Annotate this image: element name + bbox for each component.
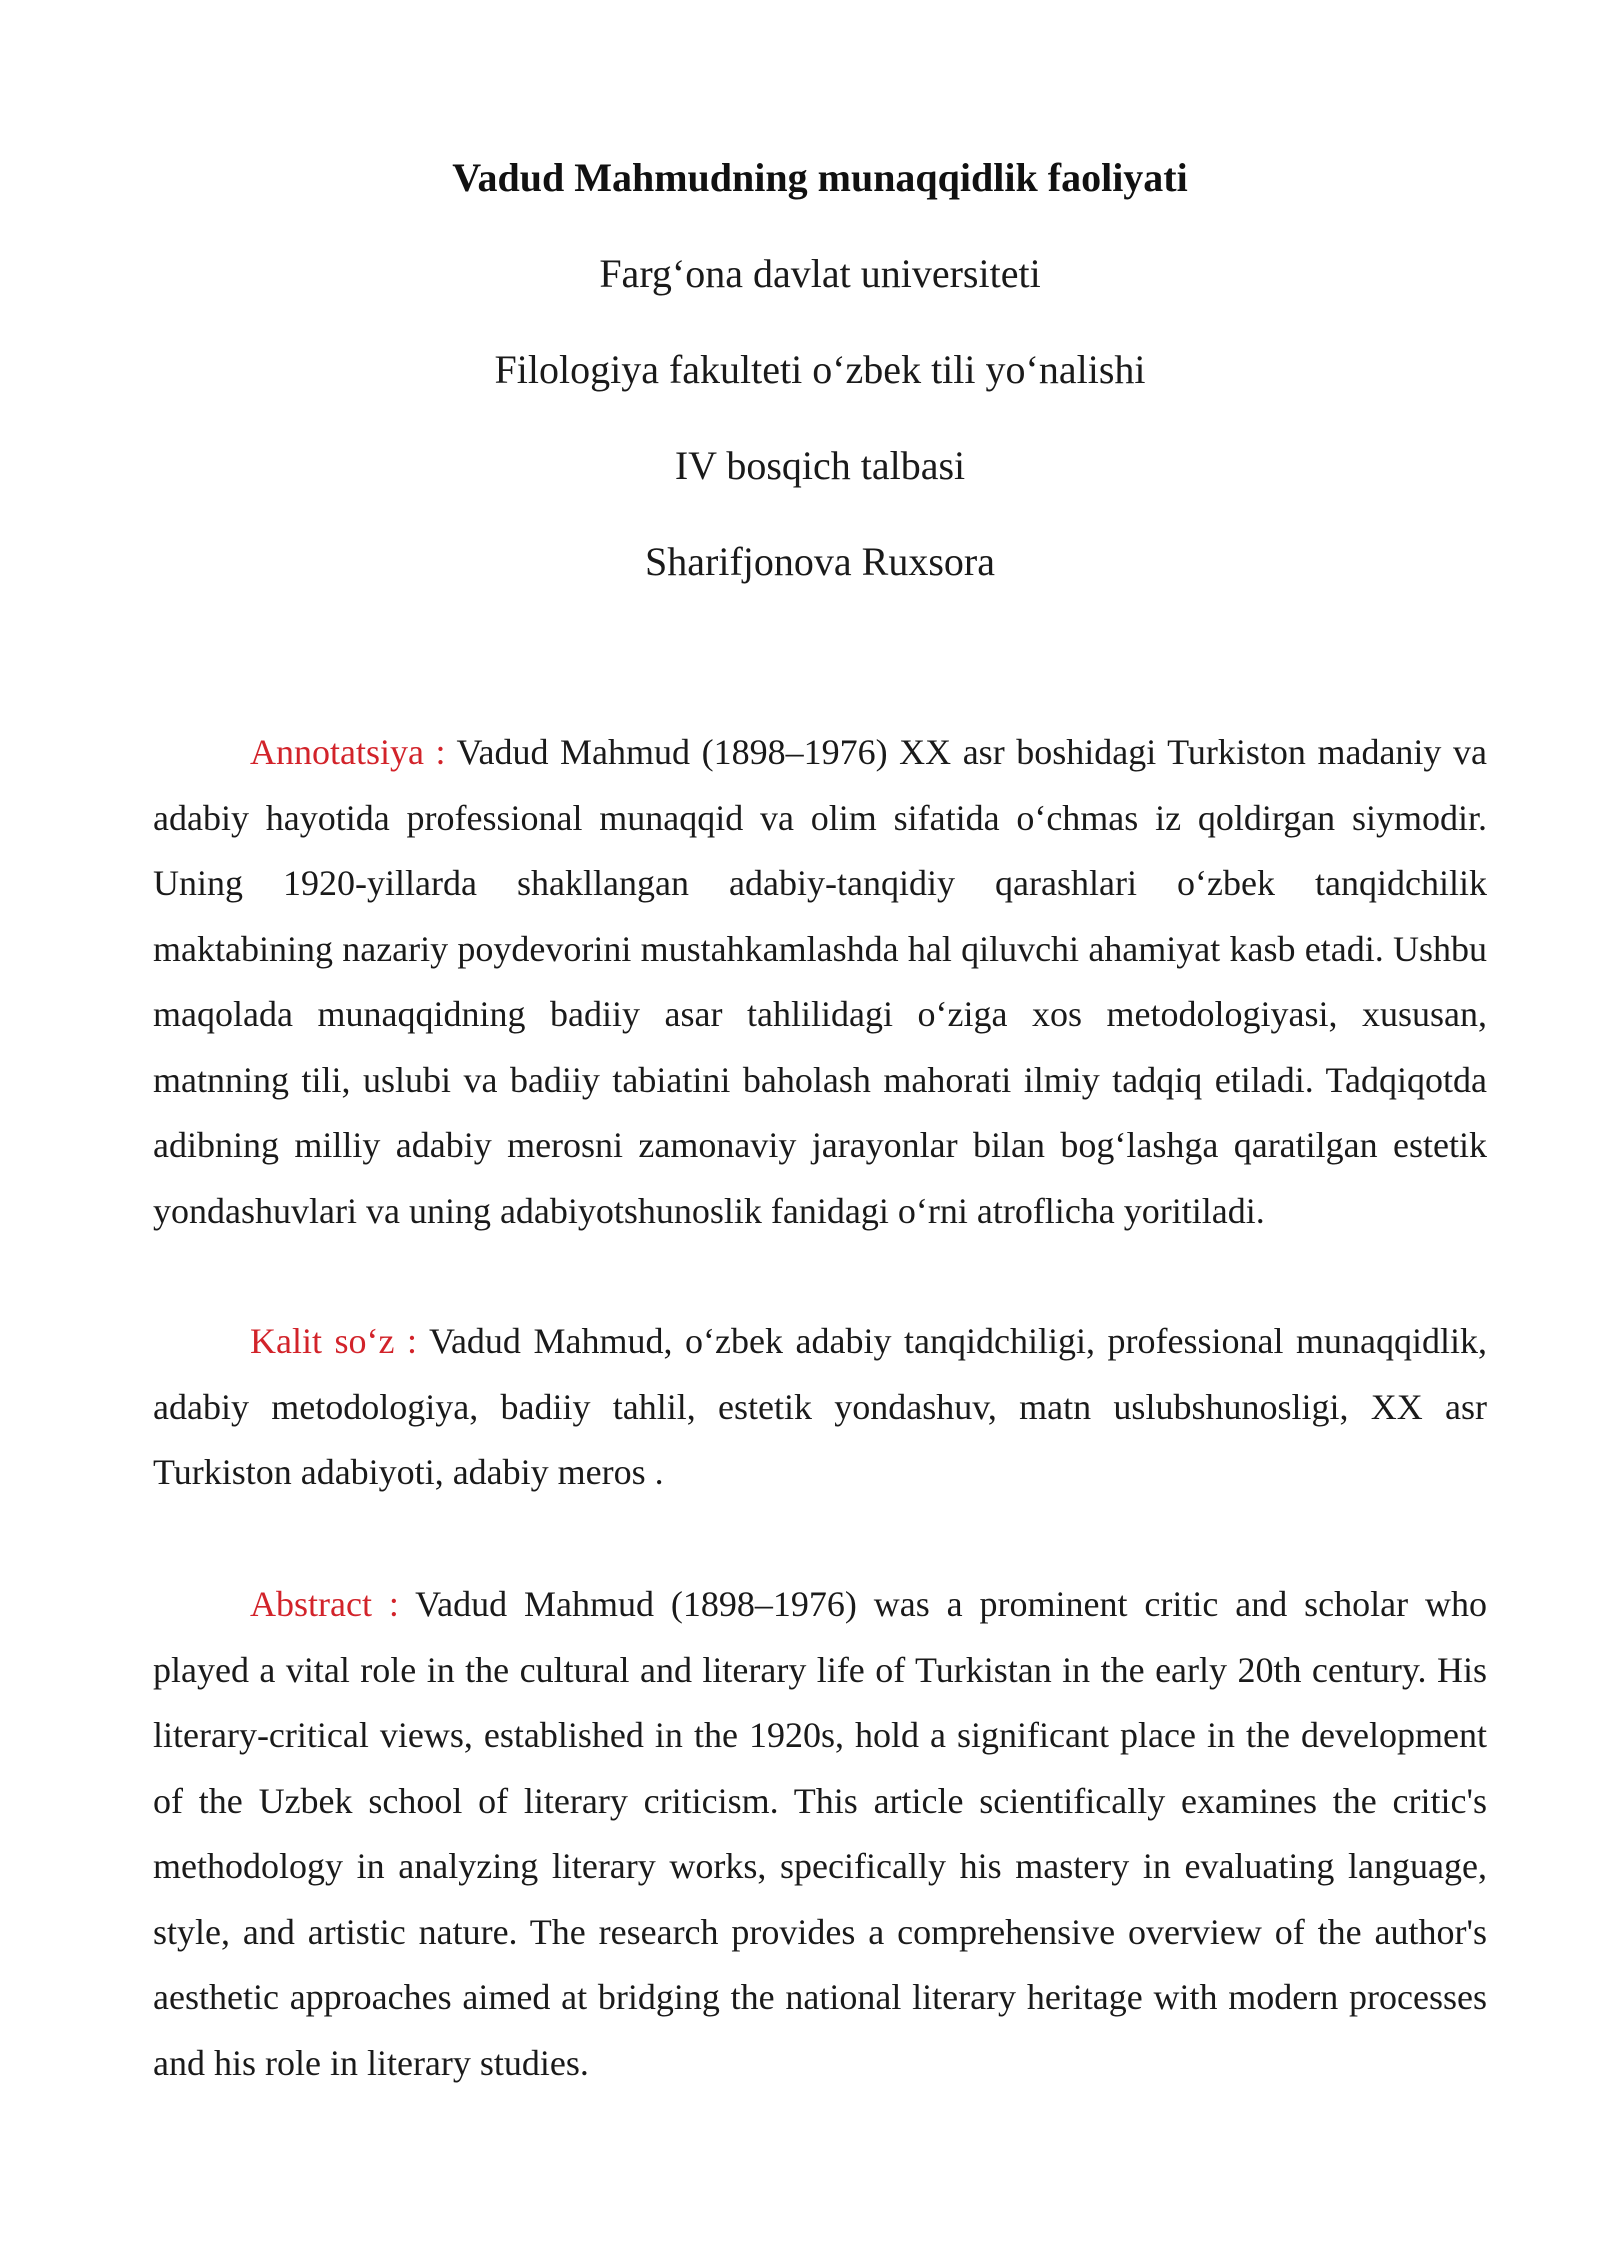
abstract-text: Vadud Mahmud (1898–1976) was a prominent critic and scholar who played a vital role in the cultural and literary life of Turkistan in the early 20th century. His literary-critical views, established in the 1920s, hold a significant place in the development of the Uzbek school of literary criticism. This article scientifically examines the critic's methodology in analyzing literary works, specifically his mastery in evaluating language, style, and artistic nature. The research provides a comprehensive overview of the author's aesthetic approaches aimed at bridging the national literary heritage with modern processes and his role in literary studies. bbox=[153, 1584, 1488, 2083]
annotation-text: Vadud Mahmud (1898–1976) XX asr boshidagi Turkiston madaniy va adabiy hayotida professional munaqqid va olim sifatida o‘chmas iz qoldirgan siymodir. Uning 1920-yillarda shakllangan adabiy-tanqidiy qarashlari o‘zbek tanqidchilik maktabining nazariy poydevorini mustahkamlashda hal qiluvchi ahamiyat kasb etadi. Ushbu maqolada munaqqidning badiiy asar tahlilidagi o‘ziga xos metodologiyasi, xususan, matnning tili, uslubi va badiiy tabiatini baholash mahorati ilmiy tadqiq etiladi. Tadqiqotda adibning milliy adabiy merosni zamonaviy jarayonlar bilan bog‘lashga qaratilgan estetik yondashuvlari va uning adabiyotshunoslik fanidagi o‘rni atroflicha yoritiladi. bbox=[153, 732, 1487, 1231]
keywords-text: Vadud Mahmud, o‘zbek adabiy tanqidchiligi, professional munaqqidlik, adabiy metodologiya, badiiy tahlil, estetik yondashuv, matn uslubshunosligi, XX asr Turkiston adabiyoti, adabiy meros . bbox=[153, 1321, 1487, 1492]
abstract-paragraph bbox=[153, 1572, 1487, 2096]
annotation-section bbox=[153, 720, 1487, 1244]
abstract-section bbox=[153, 1572, 1487, 2096]
author-name: Sharifjonova Ruxsora bbox=[645, 539, 995, 584]
annotation-paragraph bbox=[153, 720, 1487, 1244]
keywords-section bbox=[153, 1309, 1487, 1506]
abstract-label: Abstract : bbox=[250, 1584, 399, 1624]
annotation-label: Annotatsiya : bbox=[250, 732, 446, 772]
keywords-label: Kalit so‘z : bbox=[250, 1321, 418, 1361]
article-header bbox=[153, 148, 1487, 592]
keywords-paragraph bbox=[153, 1309, 1487, 1506]
article-title: Vadud Mahmudning munaqqidlik faoliyati bbox=[452, 155, 1188, 200]
university-name: Farg‘ona davlat universiteti bbox=[599, 251, 1041, 296]
faculty-name: Filologiya fakulteti o‘zbek tili yo‘nalishi bbox=[494, 347, 1146, 392]
course-level: IV bosqich talbasi bbox=[674, 443, 966, 488]
